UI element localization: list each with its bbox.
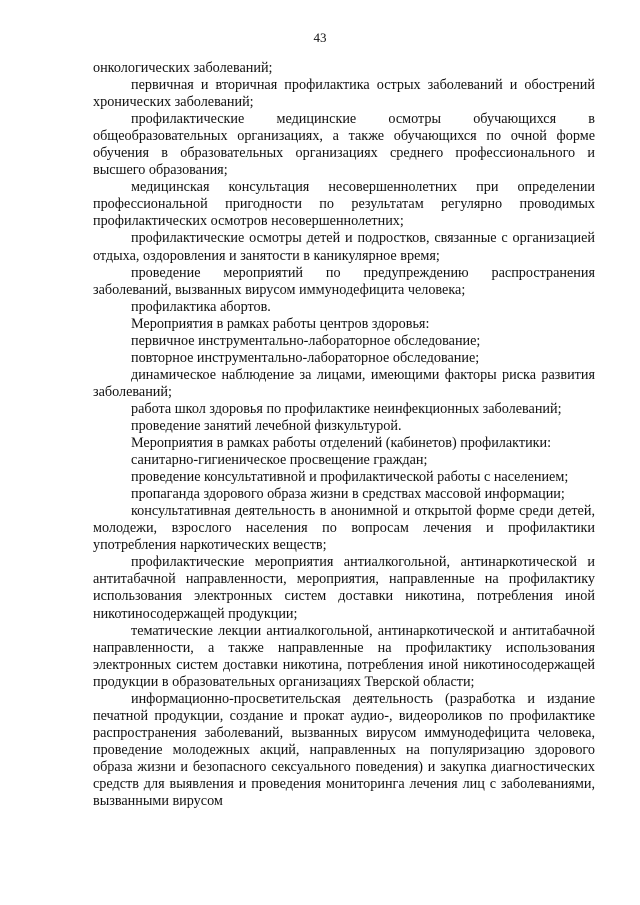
paragraph-4: медицинская консультация несовершеннолетних при определении профессиональной пригодности по результатам регулярно проводимых профилактических осмотров несовершеннолетних; bbox=[93, 179, 595, 230]
paragraph-6: проведение мероприятий по предупреждению распространения заболеваний, вызванных вирусом иммунодефицита человека; bbox=[93, 264, 595, 298]
paragraph-7: профилактика абортов. bbox=[131, 298, 271, 315]
section-heading-health-centers: Мероприятия в рамках работы центров здоровья: bbox=[131, 315, 430, 332]
document-body bbox=[93, 60, 595, 810]
paragraph-3: профилактические медицинские осмотры обучающихся в общеобразовательных организациях, а также обучающихся по очной форме обучения в образовательных организациях среднего профессионального и высшего образования; bbox=[93, 111, 595, 179]
paragraph-1: онкологических заболеваний; bbox=[93, 60, 273, 76]
paragraph-17: пропаганда здорового образа жизни в средствах массовой информации; bbox=[131, 486, 565, 503]
paragraph-18: консультативная деятельность в анонимной и открытой форме среди детей, молодежи, взрослого населения по вопросам лечения и профилактики употребления наркотических веществ; bbox=[93, 503, 595, 554]
paragraph-11: динамическое наблюдение за лицами, имеющими факторы риска развития заболеваний; bbox=[93, 366, 595, 400]
paragraph-12: работа школ здоровья по профилактике неинфекционных заболеваний; bbox=[131, 400, 562, 417]
paragraph-19: профилактические мероприятия антиалкогольной, антинаркотической и антитабачной направленности, мероприятия, направленные на профилактику использования электронных систем доставки никотина, потребления иной никотиносодержащей продукции; bbox=[93, 554, 595, 622]
paragraph-15: санитарно-гигиеническое просвещение граждан; bbox=[131, 452, 428, 469]
page-number: 43 bbox=[313, 30, 327, 45]
paragraph-10: повторное инструментально-лабораторное обследование; bbox=[131, 349, 480, 366]
paragraph-5: профилактические осмотры детей и подростков, связанные с организацией отдыха, оздоровления и занятости в каникулярное время; bbox=[93, 230, 595, 264]
paragraph-21: информационно-просветительская деятельность (разработка и издание печатной продукции, создание и прокат аудио-, видеороликов по профилактике распространения заболеваний, вызванных вирусом иммунодефицита человека, проведение молодежных акций, направленных на популяризацию здорового образа жизни и безопасного сексуального поведения) и закупка диагностических средств для выявления и проведения мониторинга лечения лиц с заболеваниями, вызванными вирусом bbox=[93, 690, 595, 810]
paragraph-20: тематические лекции антиалкогольной, антинаркотической и антитабачной направленности, а также направленные на профилактику использования электронных систем доставки никотина, потребления иной никотиносодержащей продукции в образовательных организациях Тверской области; bbox=[93, 622, 595, 690]
paragraph-2: первичная и вторичная профилактика острых заболеваний и обострений хронических заболеваний; bbox=[93, 77, 595, 111]
paragraph-9: первичное инструментально-лабораторное обследование; bbox=[131, 332, 481, 349]
paragraph-16: проведение консультативной и профилактической работы с населением; bbox=[131, 469, 569, 486]
section-heading-prevention-departments: Мероприятия в рамках работы отделений (кабинетов) профилактики: bbox=[131, 435, 552, 452]
paragraph-13: проведение занятий лечебной физкультурой. bbox=[131, 417, 402, 434]
